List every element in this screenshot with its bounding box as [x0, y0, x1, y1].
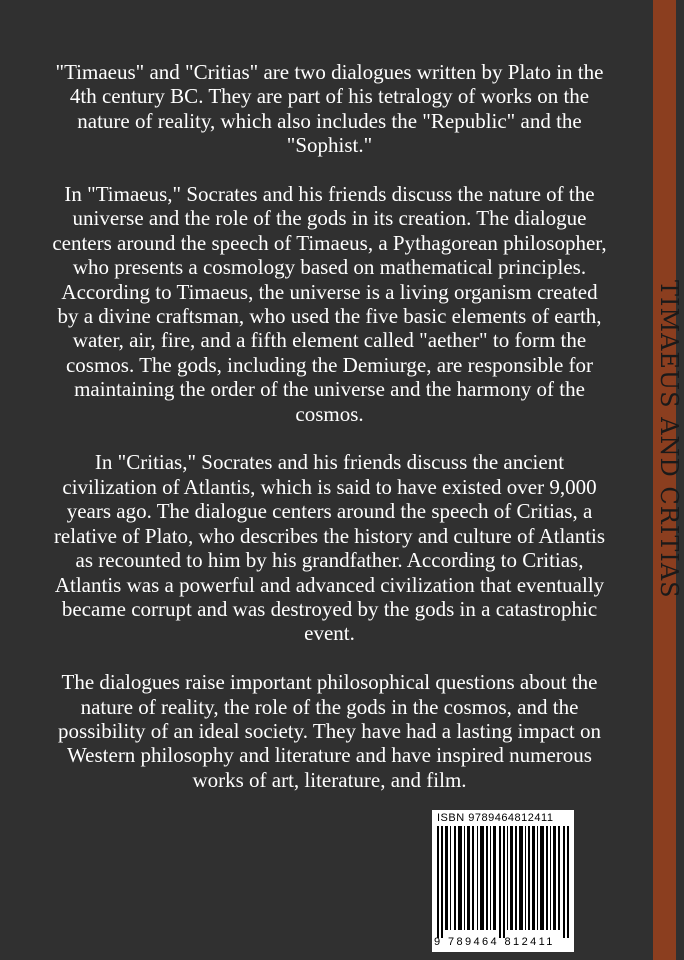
blurb-paragraph-1: "Timaeus" and "Critias" are two dialogues written by Plato in the 4th century BC. They are part of his tetralogy of works on the nature of reality, which also includes the "Republic" and the "Sophist.": [55, 60, 604, 158]
spine-title: [654, 280, 684, 700]
isbn-barcode: [432, 810, 574, 952]
book-spine: [653, 0, 683, 960]
blurb-paragraph-2: In "Timaeus," Socrates and his friends discuss the nature of the universe and the role of the gods in its creation. The dialogue centers around the speech of Timaeus, a Pythagorean philosopher, who presents a cosmology based on mathematical principles. According to Timaeus, the universe is a living organism created by a divine craftsman, who used the five basic elements of earth, water, air, fire, and a fifth element called "aether" to form the cosmos. The gods, including the Demiurge, are responsible for maintaining the order of the universe and the harmony of the cosmos.: [52, 182, 607, 426]
blurb-text: [52, 60, 607, 817]
isbn-label: ISBN 9789464812411: [437, 812, 554, 824]
spine-title-text: TIMAEUS AND CRITIAS: [655, 280, 683, 599]
blurb-paragraph-3: In "Critias," Socrates and his friends discuss the ancient civilization of Atlantis, which is said to have existed over 9,000 years ago. The dialogue centers around the speech of Critias, a relative of Plato, who describes the history and culture of Atlantis as recounted to him by his grandfather. According to Critias, Atlantis was a powerful and advanced civilization that eventually became corrupt and was destroyed by the gods in a catastrophic event.: [53, 450, 606, 646]
isbn-digits: 9 789464 812411: [434, 936, 555, 948]
blurb-paragraph-4: The dialogues raise important philosophical questions about the nature of reality, the role of the gods in the cosmos, and the possibility of an ideal society. They have had a lasting impact on Western philosophy and literature and have inspired numerous works of art, literature, and film.: [58, 670, 601, 792]
barcode-bars: [437, 826, 569, 938]
